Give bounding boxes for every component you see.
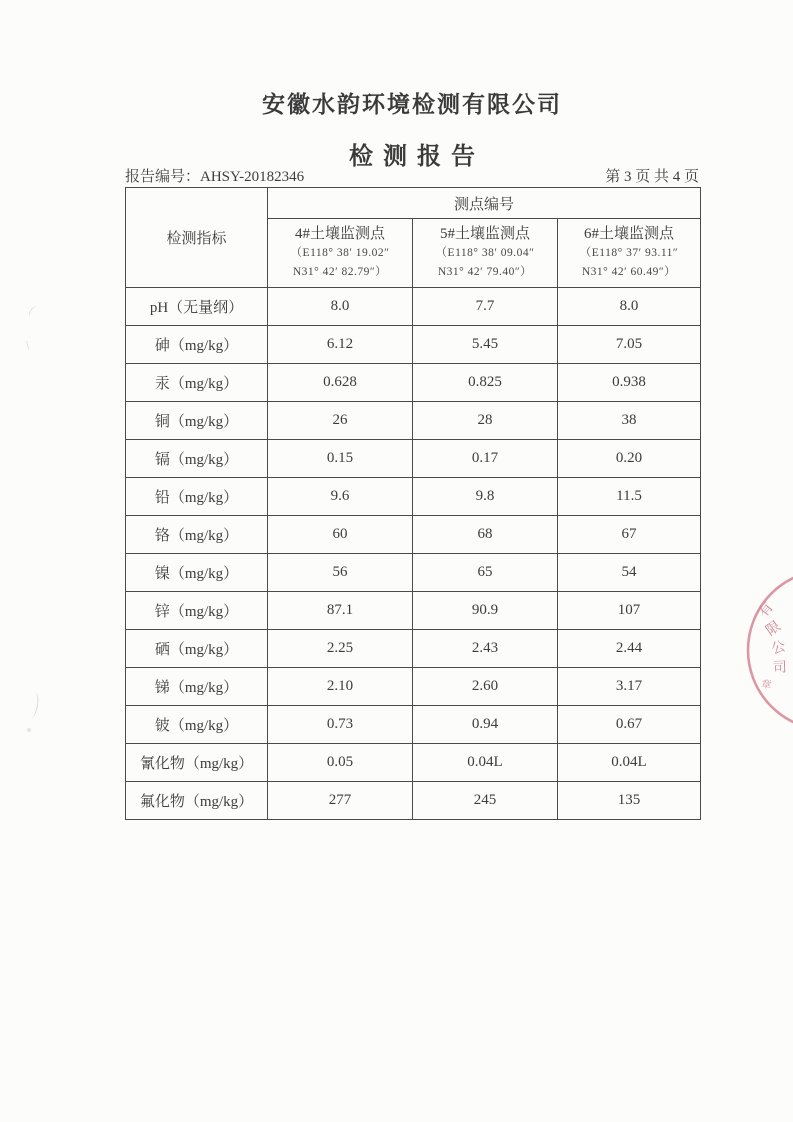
- table-row: [126, 440, 701, 478]
- scan-artifact: [27, 728, 31, 732]
- seal-char: 有: [756, 600, 777, 621]
- value-cell: 87.1: [268, 592, 413, 630]
- value-cell: 38: [558, 402, 701, 440]
- value-cell: 9.8: [413, 478, 558, 516]
- meta-row: [125, 165, 699, 186]
- point-coords-line1: （E118° 38′ 19.02″: [290, 247, 390, 259]
- point-coords-line2: N31° 42′ 60.49″）: [581, 266, 677, 278]
- value-cell: 28: [413, 402, 558, 440]
- table-row: [126, 478, 701, 516]
- value-cell: 0.73: [268, 706, 413, 744]
- value-cell: 3.17: [558, 668, 701, 706]
- value-cell: 2.60: [413, 668, 558, 706]
- value-cell: 8.0: [558, 288, 701, 326]
- point-coords-line2: N31° 42′ 82.79″）: [292, 266, 388, 278]
- point-coords-line2: N31° 42′ 79.40″）: [437, 266, 533, 278]
- point-coords-line1: （E118° 37′ 93.11″: [579, 247, 679, 259]
- point-header-cell: [558, 219, 701, 288]
- table-row: [126, 630, 701, 668]
- results-table: [125, 187, 701, 820]
- value-cell: 54: [558, 554, 701, 592]
- value-cell: 0.825: [413, 364, 558, 402]
- indicator-cell: 氰化物（mg/kg）: [126, 744, 268, 782]
- table-row: [126, 668, 701, 706]
- indicator-column-header: 检测指标: [126, 188, 268, 288]
- value-cell: 0.94: [413, 706, 558, 744]
- scan-artifact: [26, 691, 40, 718]
- value-cell: 2.25: [268, 630, 413, 668]
- value-cell: 7.05: [558, 326, 701, 364]
- value-cell: 107: [558, 592, 701, 630]
- indicator-cell: 氟化物（mg/kg）: [126, 782, 268, 820]
- report-title: 检测报告: [349, 143, 485, 170]
- indicator-cell: 镍（mg/kg）: [126, 554, 268, 592]
- indicator-cell: 镉（mg/kg）: [126, 440, 268, 478]
- value-cell: 0.628: [268, 364, 413, 402]
- indicator-cell: 锑（mg/kg）: [126, 668, 268, 706]
- table-row: [126, 326, 701, 364]
- value-cell: 11.5: [558, 478, 701, 516]
- value-cell: 67: [558, 516, 701, 554]
- value-cell: 6.12: [268, 326, 413, 364]
- value-cell: 60: [268, 516, 413, 554]
- value-cell: 68: [413, 516, 558, 554]
- value-cell: 135: [558, 782, 701, 820]
- value-cell: 2.43: [413, 630, 558, 668]
- company-seal-stamp-icon: [731, 563, 793, 733]
- seal-char: 司: [772, 660, 788, 676]
- value-cell: 0.938: [558, 364, 701, 402]
- point-group-header: 测点编号: [268, 188, 701, 219]
- value-cell: 277: [268, 782, 413, 820]
- indicator-cell: 铜（mg/kg）: [126, 402, 268, 440]
- point-name: 6#土壤监测点: [583, 226, 674, 242]
- table-row: [126, 554, 701, 592]
- value-cell: 0.15: [268, 440, 413, 478]
- value-cell: 2.44: [558, 630, 701, 668]
- value-cell: 0.67: [558, 706, 701, 744]
- scan-artifact: [26, 339, 35, 350]
- indicator-cell: 铅（mg/kg）: [126, 478, 268, 516]
- table-row: [126, 516, 701, 554]
- value-cell: 5.45: [413, 326, 558, 364]
- table-row: [126, 592, 701, 630]
- table-row: [126, 706, 701, 744]
- seal-char: 公: [769, 639, 788, 658]
- value-cell: 9.6: [268, 478, 413, 516]
- point-header-cell: [268, 219, 413, 288]
- indicator-cell: 汞（mg/kg）: [126, 364, 268, 402]
- point-coords-line1: （E118° 38′ 09.04″: [435, 247, 535, 259]
- seal-char: 限: [763, 618, 784, 640]
- table-row: [126, 364, 701, 402]
- value-cell: 26: [268, 402, 413, 440]
- value-cell: 0.04L: [558, 744, 701, 782]
- report-number: 报告编号：AHSY-20182346: [125, 169, 305, 185]
- value-cell: 0.05: [268, 744, 413, 782]
- page-indicator: 第 3 页 共 4 页: [605, 169, 699, 185]
- value-cell: 7.7: [413, 288, 558, 326]
- value-cell: 56: [268, 554, 413, 592]
- table-row: [126, 782, 701, 820]
- value-cell: 245: [413, 782, 558, 820]
- value-cell: 8.0: [268, 288, 413, 326]
- scan-artifact: [28, 305, 41, 319]
- value-cell: 0.04L: [413, 744, 558, 782]
- point-header-cell: [413, 219, 558, 288]
- point-name: 4#土壤监测点: [294, 226, 385, 242]
- indicator-cell: 砷（mg/kg）: [126, 326, 268, 364]
- indicator-cell: 硒（mg/kg）: [126, 630, 268, 668]
- table-row: [126, 288, 701, 326]
- value-cell: 0.20: [558, 440, 701, 478]
- value-cell: 65: [413, 554, 558, 592]
- indicator-cell: pH（无量纲）: [126, 288, 268, 326]
- indicator-cell: 铍（mg/kg）: [126, 706, 268, 744]
- table-row: [126, 744, 701, 782]
- indicator-cell: 锌（mg/kg）: [126, 592, 268, 630]
- value-cell: 0.17: [413, 440, 558, 478]
- point-name: 5#土壤监测点: [439, 226, 530, 242]
- value-cell: 90.9: [413, 592, 558, 630]
- seal-bottom-char: 章: [760, 679, 773, 692]
- value-cell: 2.10: [268, 668, 413, 706]
- table-row: [126, 402, 701, 440]
- indicator-cell: 铬（mg/kg）: [126, 516, 268, 554]
- header-row-group: [126, 188, 701, 219]
- company-title: 安徽水韵环境检测有限公司: [262, 91, 562, 117]
